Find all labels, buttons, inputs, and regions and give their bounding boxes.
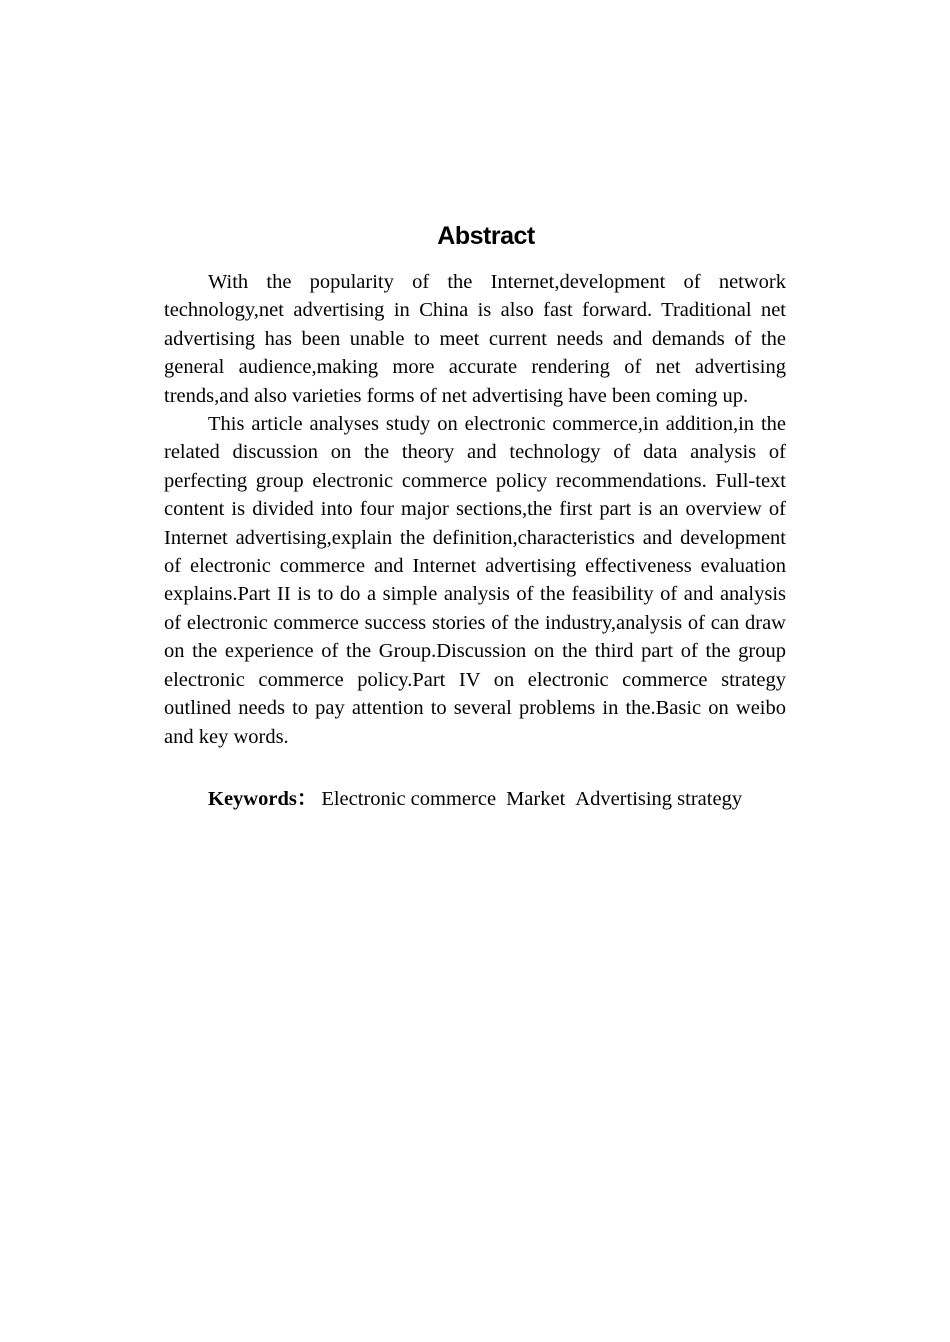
keyword-item: Electronic commerce <box>321 787 497 810</box>
abstract-paragraph-2: This article analyses study on electronic commerce,in addition,in the related discussion on the theory and technology of data analysis of perfecting group electronic commerce policy recommendations. Full-text content is divided into four major sections,the first part is an overview of Internet advertising,explain the definition,characteristics and development of electronic commerce and Internet advertising effectiveness evaluation explains.Part II is to do a simple analysis of the feasibility of and analysis of electronic commerce success stories of the industry,analysis of can draw on the experience of the Group.Discussion on the third part of the group electronic commerce policy.Part IV on electronic commerce strategy outlined needs to pay attention to several problems in the.Basic on weibo and key words. <box>164 413 786 748</box>
keywords-label: Keywords： <box>208 787 318 810</box>
abstract-section <box>164 220 786 813</box>
keywords-list <box>321 788 752 810</box>
keywords-line <box>208 785 786 813</box>
abstract-title: Abstract <box>437 222 535 250</box>
keyword-item: Advertising strategy <box>575 787 743 810</box>
abstract-paragraph-1: With the popularity of the Internet,development of network technology,net advertising in China is also fast forward. Traditional net advertising has been unable to meet current needs and demands of the general audience,making more accurate rendering of net advertising trends,and also varieties forms of net advertising have been coming up. <box>164 271 786 407</box>
keyword-item: Market <box>506 787 566 810</box>
